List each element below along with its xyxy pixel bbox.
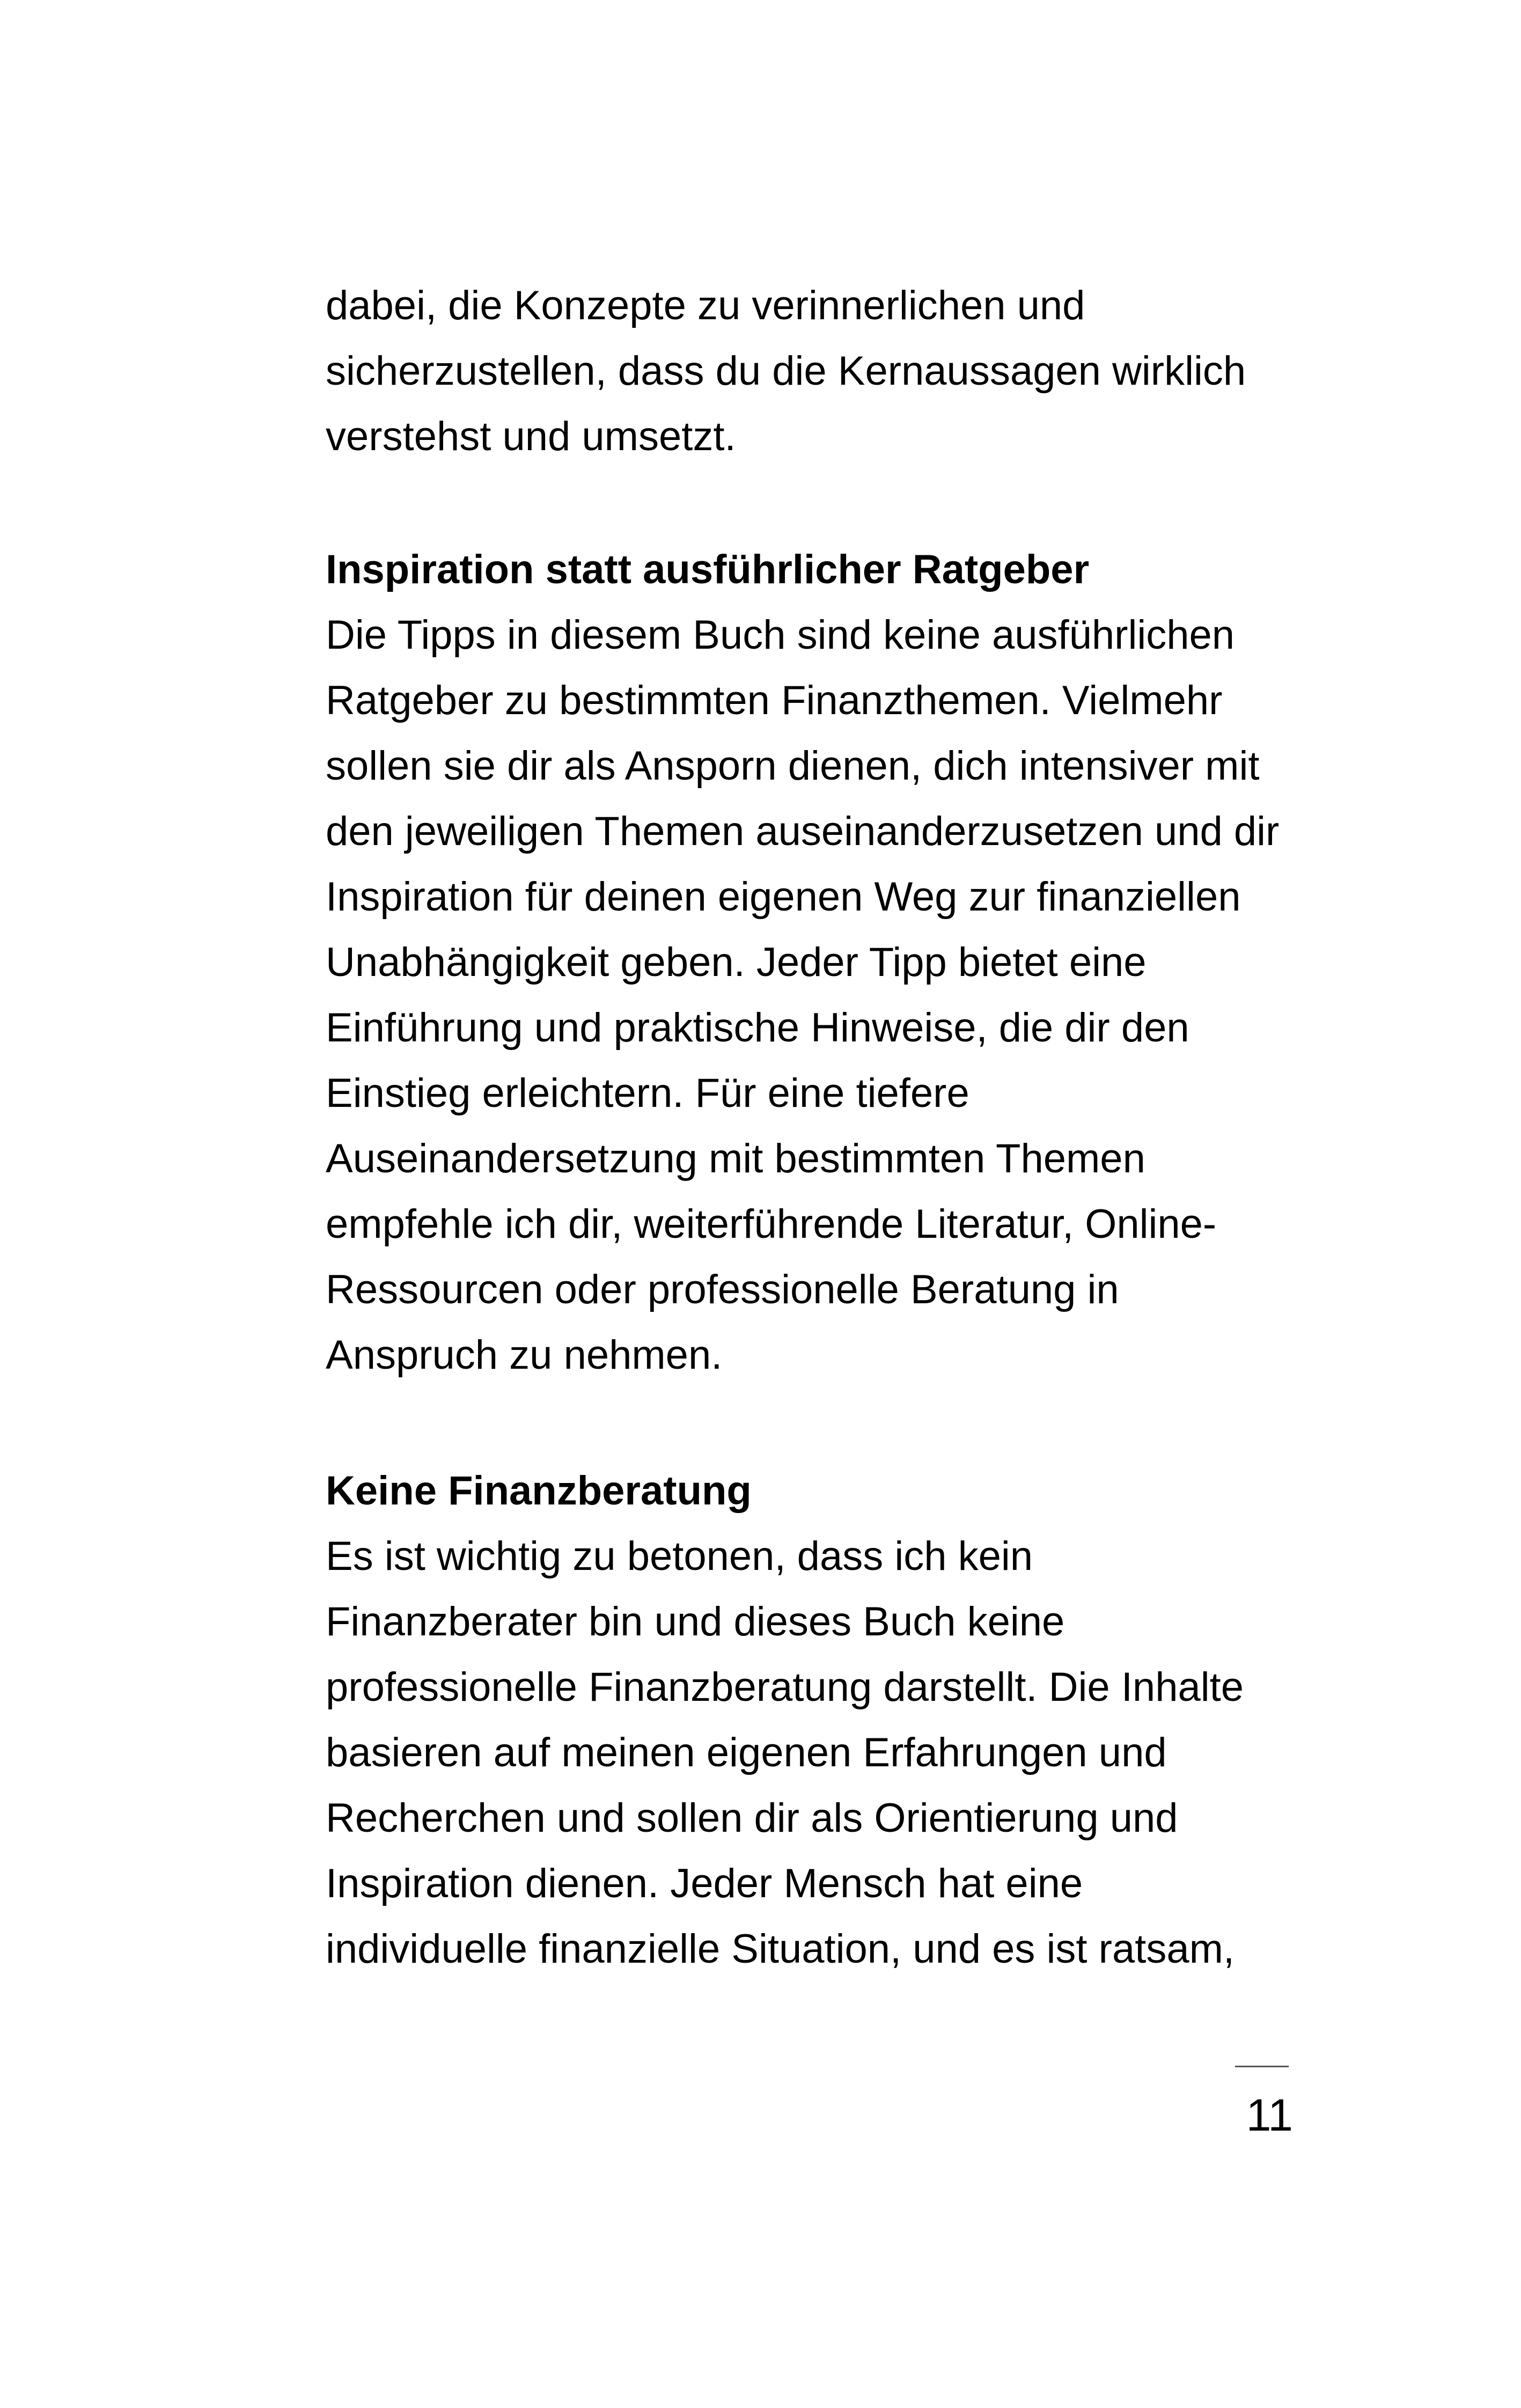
- paragraph-line: Einstieg erleichtern. Für eine tiefere: [326, 1070, 969, 1116]
- paragraph-line: Inspiration dienen. Jeder Mensch hat eine: [326, 1861, 1083, 1906]
- footer-rule: [1235, 2066, 1289, 2067]
- paragraph-line: Ressourcen oder professionelle Beratung in: [326, 1267, 1119, 1312]
- paragraph-line: Anspruch zu nehmen.: [326, 1332, 723, 1378]
- paragraph-line: Auseinandersetzung mit bestimmten Themen: [326, 1136, 1145, 1181]
- section-finanzberatung: [326, 1458, 1345, 1982]
- intro-paragraph: [326, 273, 1345, 469]
- paragraph-line: Finanzberater bin und dieses Buch keine: [326, 1599, 1065, 1645]
- paragraph-line: Ratgeber zu bestimmten Finanzthemen. Vielmehr: [326, 678, 1223, 723]
- paragraph-line: Inspiration für deinen eigenen Weg zur finanziellen: [326, 874, 1241, 920]
- section-heading: Inspiration statt ausführlicher Ratgeber: [326, 547, 1090, 592]
- paragraph-line: verstehst und umsetzt.: [326, 414, 736, 459]
- paragraph-line: sicherzustellen, dass du die Kernaussagen wirklich: [326, 348, 1246, 394]
- paragraph-line: individuelle finanzielle Situation, und es ist ratsam,: [326, 1926, 1235, 1972]
- paragraph-line: Unabhängigkeit geben. Jeder Tipp bietet eine: [326, 939, 1147, 985]
- paragraph-line: Recherchen und sollen dir als Orientierung und: [326, 1795, 1178, 1841]
- paragraph-line: basieren auf meinen eigenen Erfahrungen und: [326, 1730, 1167, 1775]
- paragraph-line: den jeweiligen Themen auseinanderzusetzen und dir: [326, 809, 1280, 854]
- paragraph-line: Die Tipps in diesem Buch sind keine ausführlichen: [326, 612, 1235, 658]
- paragraph-line: dabei, die Konzepte zu verinnerlichen und: [326, 283, 1085, 328]
- section-heading: Keine Finanzberatung: [326, 1468, 752, 1514]
- paragraph-line: sollen sie dir als Ansporn dienen, dich intensiver mit: [326, 743, 1260, 789]
- paragraph-line: Einführung und praktische Hinweise, die dir den: [326, 1005, 1189, 1051]
- paragraph-line: Es ist wichtig zu betonen, dass ich kein: [326, 1533, 1033, 1579]
- page-number: 11: [1246, 2090, 1293, 2140]
- paragraph-line: professionelle Finanzberatung darstellt. Die Inhalte: [326, 1664, 1244, 1710]
- section-inspiration: [326, 537, 1345, 1388]
- paragraph-line: empfehle ich dir, weiterführende Literatur, Online-: [326, 1201, 1217, 1247]
